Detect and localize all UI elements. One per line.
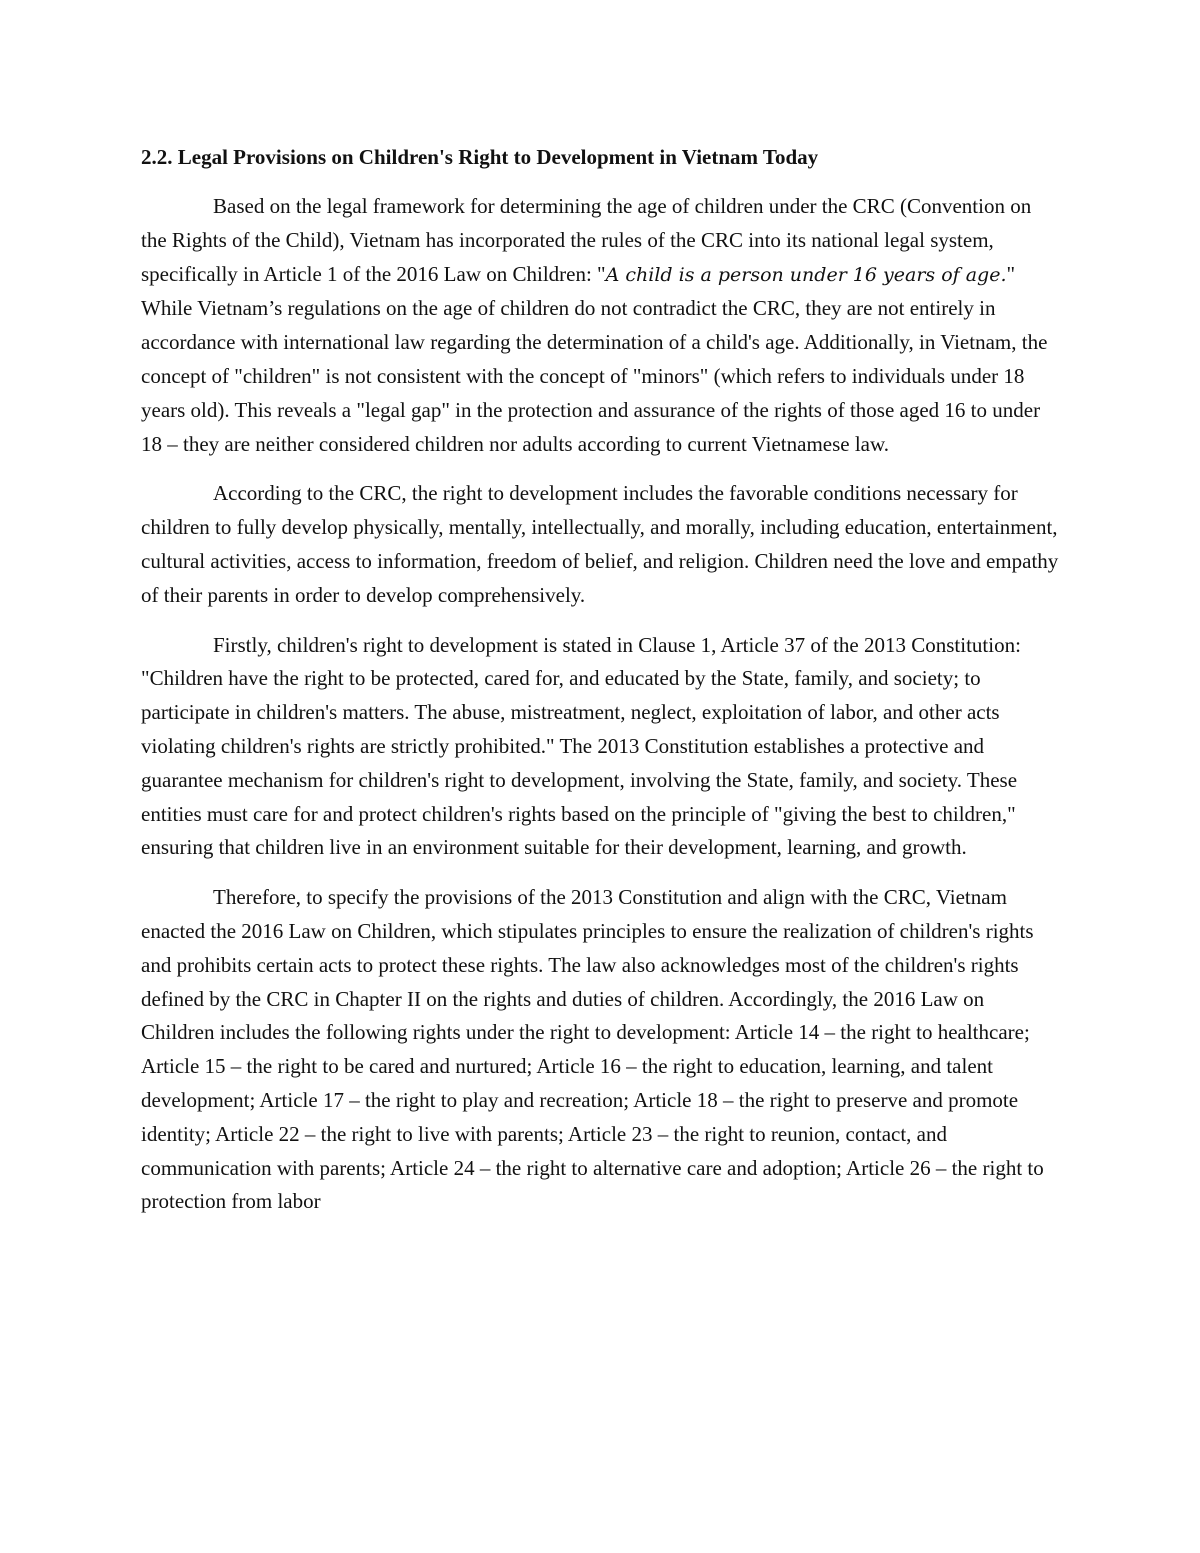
document-body [141, 140, 1061, 1235]
section-heading: 2.2. Legal Provisions on Children's Right to Development in Vietnam Today [141, 145, 819, 169]
paragraph-1-text-before: Based on the legal framework for determining the age of children under the CRC (Convention on the Rights of the Child), Vietnam has incorporated the rules of the CRC into its national legal system, specifically in Article 1 of the 2016 Law on Children: " [141, 194, 1032, 286]
paragraph-1-italic-quote: A child is a person under 16 years of age. [605, 263, 1007, 286]
paragraph-3: Firstly, children's right to development is stated in Clause 1, Article 37 of the 2013 Constitution: "Children have the right to be protected, cared for, and educated by the State, family, and society; to participate in children's matters. The abuse, mistreatment, neglect, exploitation of labor, and other acts violating children's rights are strictly prohibited." The 2013 Constitution establishes a protective and guarantee mechanism for children's right to development, involving the State, family, and society. These entities must care for and protect children's rights based on the principle of "giving the best to children," ensuring that children live in an environment suitable for their development, learning, and growth. [141, 632, 1021, 860]
paragraph-2: According to the CRC, the right to development includes the favorable conditions necessary for children to fully develop physically, mentally, intellectually, and morally, including education, entertainment, cultural activities, access to information, freedom of belief, and religion. Children need the love and empathy of their parents in order to develop comprehensively. [141, 481, 1059, 607]
paragraph-1-text-after: " While Vietnam’s regulations on the age of children do not contradict the CRC, they are not entirely in accordance with international law regarding the determination of a child's age. Additionally, in Vietnam, the concept of "children" is not consistent with the concept of "minors" (which refers to individuals under 18 years old). This reveals a "legal gap" in the protection and assurance of the rights of those aged 16 to under 18 – they are neither considered children nor adults according to current Vietnamese law. [141, 261, 1048, 456]
paragraph-1 [141, 190, 1061, 461]
paragraph-4: Therefore, to specify the provisions of the 2013 Constitution and align with the CRC, Vietnam enacted the 2016 Law on Children, which stipulates principles to ensure the realization of children's rights and prohibits certain acts to protect these rights. The law also acknowledges most of the children's rights defined by the CRC in Chapter II on the rights and duties of children. Accordingly, the 2016 Law on Children includes the following rights under the right to development: Article 14 – the right to healthcare; Article 15 – the right to be cared and nurtured; Article 16 – the right to education, learning, and talent development; Article 17 – the right to play and recreation; Article 18 – the right to preserve and promote identity; Article 22 – the right to live with parents; Article 23 – the right to reunion, contact, and communication with parents; Article 24 – the right to alternative care and adoption; Article 26 – the right to protection from labor [141, 885, 1044, 1214]
